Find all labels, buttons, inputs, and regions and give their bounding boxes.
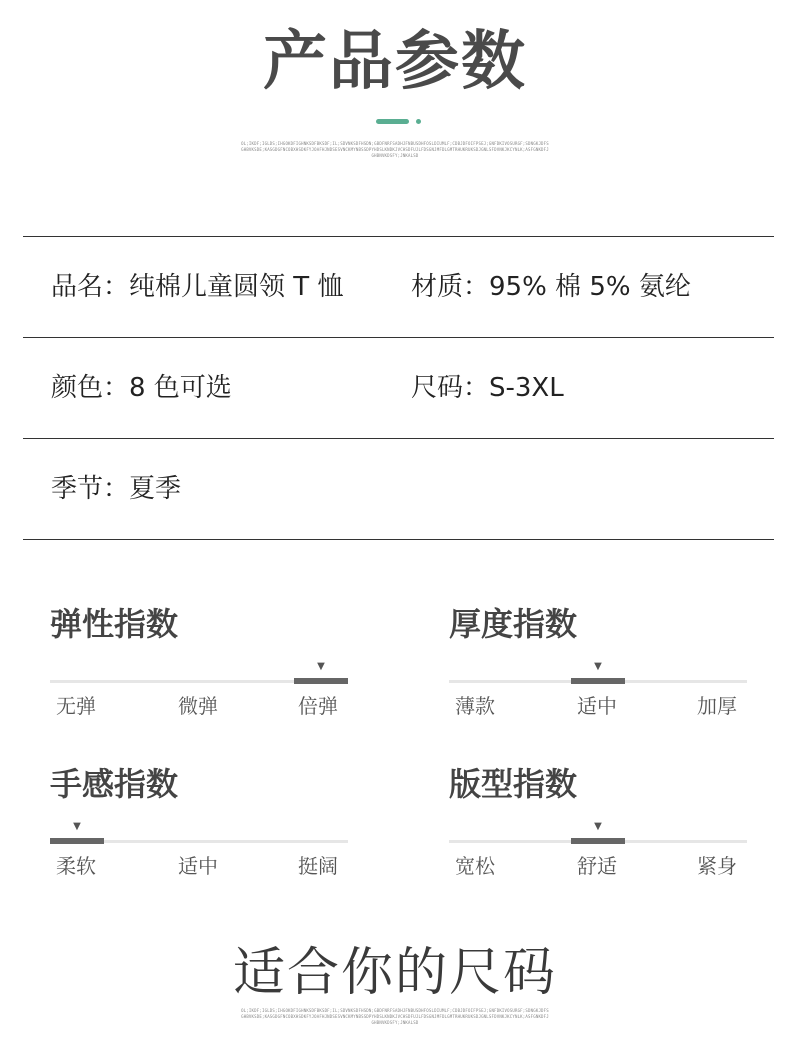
spec-size: 尺码：S-3XL bbox=[411, 373, 564, 403]
index-label: 适中 bbox=[577, 694, 617, 718]
index-title: 手感指数 bbox=[50, 765, 179, 803]
index-labels bbox=[50, 692, 350, 720]
marker-arrow-icon: ▼ bbox=[73, 821, 81, 832]
marker-arrow-icon: ▼ bbox=[317, 661, 325, 672]
index-elasticity bbox=[50, 604, 350, 718]
index-title: 版型指数 bbox=[449, 765, 578, 803]
index-track bbox=[50, 661, 348, 683]
index-label: 倍弹 bbox=[298, 694, 338, 718]
marker-arrow-icon: ▼ bbox=[594, 661, 602, 672]
index-labels bbox=[449, 852, 749, 880]
index-label: 加厚 bbox=[697, 694, 737, 718]
spec-season: 季节：夏季 bbox=[51, 474, 182, 504]
spec-row bbox=[23, 337, 774, 438]
size-section-title: 适合你的尺码 bbox=[232, 943, 557, 1003]
index-label: 挺阔 bbox=[298, 854, 338, 878]
spec-material: 材质：95% 棉 5% 氨纶 bbox=[411, 272, 691, 302]
index-track bbox=[449, 821, 747, 843]
index-labels bbox=[449, 692, 749, 720]
index-label: 无弹 bbox=[56, 694, 96, 718]
header-fine-print: OL;IKDF;IGLDS;IHGOKDFIGHNKSDFBKSDF;IL;SDVNKSDFHSDN;GBDFNRFSADHJFNBUSDHFOSLDIUMLF;CDBJDFOIFPSEJ;GNFDKIVOSURGF;SDNGKJDFSGHBVKSDE;KASGDGFNCOBXHSDKFYJOAFHJNDSESVNCKMYNBSSDPYHDSLKNDKJVCHSDFUJLFDSGNJMFDLGMTRHUKRUKSDJGNLSFDVNKJKCYNLK;ASFGNKDFJGHBNVKDSFY;JNKALSD bbox=[241, 141, 549, 158]
index-track bbox=[50, 821, 348, 843]
spec-color: 颜色：8 色可选 bbox=[51, 373, 232, 403]
spec-row bbox=[23, 438, 774, 540]
index-thickness bbox=[449, 604, 749, 718]
title-accent-decoration bbox=[376, 119, 424, 124]
index-fit bbox=[449, 764, 749, 878]
index-label: 适中 bbox=[178, 854, 218, 878]
index-label: 微弹 bbox=[178, 694, 218, 718]
index-label: 紧身 bbox=[697, 854, 737, 878]
index-label: 舒适 bbox=[577, 854, 617, 878]
accent-dot bbox=[416, 119, 421, 124]
index-track bbox=[449, 661, 747, 683]
marker-arrow-icon: ▼ bbox=[594, 821, 602, 832]
index-marker bbox=[571, 821, 625, 844]
spec-product-name: 品名：纯棉儿童圆领 T 恤 bbox=[51, 272, 344, 302]
index-title: 弹性指数 bbox=[50, 605, 179, 643]
index-marker bbox=[50, 821, 104, 844]
index-hand-feel bbox=[50, 764, 350, 878]
index-marker bbox=[571, 661, 625, 684]
page-title: 产品参数 bbox=[263, 25, 527, 99]
index-labels bbox=[50, 852, 350, 880]
accent-bar bbox=[376, 119, 409, 124]
index-label: 薄款 bbox=[455, 694, 495, 718]
index-title: 厚度指数 bbox=[449, 605, 578, 643]
spec-row bbox=[23, 236, 774, 337]
index-label: 柔软 bbox=[56, 854, 96, 878]
footer-fine-print: OL;IKDF;IGLDS;IHGOKDFIGHNKSDFBKSDF;IL;SDVNKSDFHSDN;GBDFNRFSADHJFNBUSDHFOSLDIUMLF;CDBJDFOIFPSEJ;GNFDKIVOSURGF;SDNGKJDFSGHBVKSDE;KASGDGFNCOBXHSDKFYJOAFHJNDSESVNCKMYNBSSDPYHDSLKNDKJVCHSDFUJLFDSGNJMFDLGMTRHUKRUKSDJGNLSFDVNKJKCYNLK;ASFGNKDFJGHBNVKDSFY;JNKALSD bbox=[241, 1008, 549, 1025]
index-label: 宽松 bbox=[455, 854, 495, 878]
spec-table bbox=[23, 236, 774, 540]
index-marker bbox=[294, 661, 348, 684]
